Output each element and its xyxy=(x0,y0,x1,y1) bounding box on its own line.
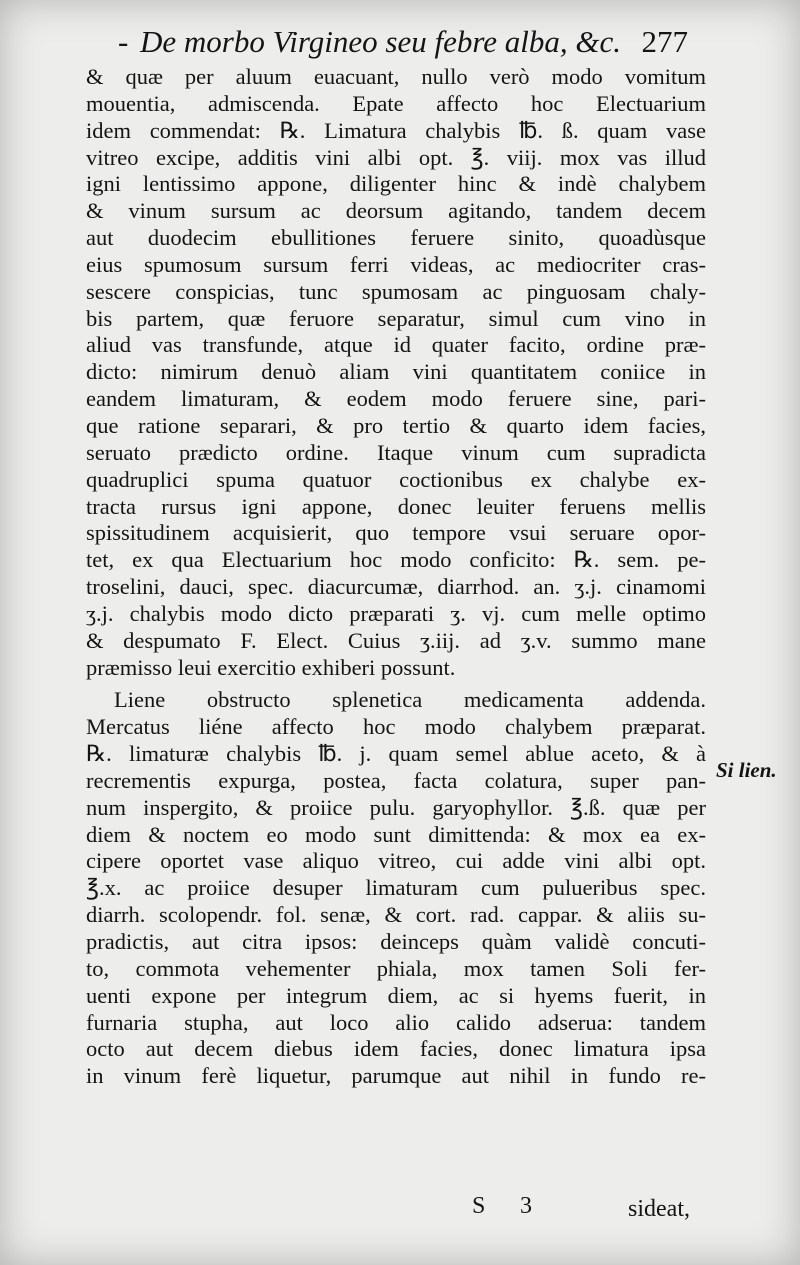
text-line: idem commendat: ℞. Limatura chalybis ℔. ß. quam vase xyxy=(86,117,706,143)
text-line: in vinum ferè liquetur, parumque aut nihil in fundo re- xyxy=(86,1063,706,1089)
body-text xyxy=(86,64,706,1090)
text-line: ℥.x. ac proiice desuper limaturam cum pulueribus spec. xyxy=(86,875,706,901)
margin-note: Si lien. xyxy=(716,758,777,782)
text-line: spissitudinem acquisierit, quo tempore vsui seruare opor- xyxy=(86,520,706,546)
text-line: Liene obstructo splenetica medicamenta addenda. xyxy=(114,687,706,713)
page-number: 277 xyxy=(641,24,688,59)
text-line: sescere conspicias, tunc spumosam ac pinguosam chaly- xyxy=(86,278,706,304)
text-line: aliud vas transfunde, atque id quater facito, ordine præ- xyxy=(86,332,706,358)
signature-number: 3 xyxy=(520,1193,532,1219)
page-header xyxy=(118,20,688,64)
text-line: cipere oportet vase aliquo vitreo, cui adde vini albi opt. xyxy=(86,848,706,874)
text-line: to, commota vehementer phiala, mox tamen Soli fer- xyxy=(86,955,706,981)
text-line: tet, ex qua Electuarium hoc modo conficito: ℞. sem. pe- xyxy=(86,547,706,573)
text-line: seruato prædicto ordine. Itaque vinum cum supradicta xyxy=(86,439,706,465)
text-line: octo aut decem diebus idem facies, donec limatura ipsa xyxy=(86,1036,706,1062)
running-title: De morbo Virgineo seu febre alba, &c. xyxy=(140,24,621,59)
text-line: igni lentissimo appone, diligenter hinc & indè chalybem xyxy=(86,171,706,197)
text-line: dicto: nimirum denuò aliam vini quantitatem coniice in xyxy=(86,359,706,385)
text-line: diem & noctem eo modo sunt dimittenda: & mox ea ex- xyxy=(86,821,706,847)
text-line: num inspergito, & proiice pulu. garyophyllor. ℥.ß. quæ per xyxy=(86,794,706,820)
catchword: sideat, xyxy=(628,1196,690,1222)
text-line: bis partem, quæ feruore separatur, simul cum vino in xyxy=(86,305,706,331)
text-line: tracta rursus igni appone, donec leuiter feruens mellis xyxy=(86,493,706,519)
text-line: Mercatus liéne affecto hoc modo chalybem præparat. xyxy=(86,714,706,740)
header-dash: - xyxy=(118,24,129,59)
text-line: furnaria stupha, aut loco alio calido adserua: tandem xyxy=(86,1009,706,1035)
text-line: eius spumosum sursum ferri videas, ac mediocriter cras- xyxy=(86,251,706,277)
text-line: pradictis, aut citra ipsos: deinceps quàm validè concuti- xyxy=(86,929,706,954)
text-line: mouentia, admiscenda. Epate affecto hoc Electuarium xyxy=(86,90,706,116)
text-line: diarrh. scolopendr. fol. senæ, & cort. rad. cappar. & aliis su- xyxy=(86,902,706,928)
text-line: & quæ per aluum euacuant, nullo verò modo vomitum xyxy=(86,64,706,89)
text-line: uenti expone per integrum diem, ac si hyems fuerit, in xyxy=(86,982,706,1008)
signature-mark xyxy=(472,1193,532,1220)
text-line: recrementis expurga, postea, facta colatura, super pan- xyxy=(86,767,706,793)
text-line: quadruplici spuma quatuor coctionibus ex chalybe ex- xyxy=(86,466,706,492)
text-line: troselini, dauci, spec. diacurcumæ, diarrhod. an. ʒ.j. cinamomi xyxy=(86,574,706,600)
text-line: que ratione separari, & pro tertio & quarto idem facies, xyxy=(86,412,706,438)
text-line: & vinum sursum ac deorsum agitando, tandem decem xyxy=(86,198,706,224)
signature-letter: S xyxy=(472,1193,486,1219)
text-line: ℞. limaturæ chalybis ℔. j. quam semel ablue aceto, & à xyxy=(86,741,706,767)
text-line: ʒ.j. chalybis modo dicto præparati ʒ. vj. cum melle optimo xyxy=(86,600,706,626)
text-line: eandem limaturam, & eodem modo feruere sine, pari- xyxy=(86,386,706,412)
text-line: præmisso leui exercitio exhiberi possunt. xyxy=(86,654,456,680)
text-line: vitreo excipe, additis vini albi opt. ℥. viij. mox vas illud xyxy=(86,144,706,170)
text-line: & despumato F. Elect. Cuius ʒ.iij. ad ʒ.v. summo mane xyxy=(86,627,706,653)
text-line: aut duodecim ebullitiones feruere sinito, quoadùsque xyxy=(86,225,706,251)
